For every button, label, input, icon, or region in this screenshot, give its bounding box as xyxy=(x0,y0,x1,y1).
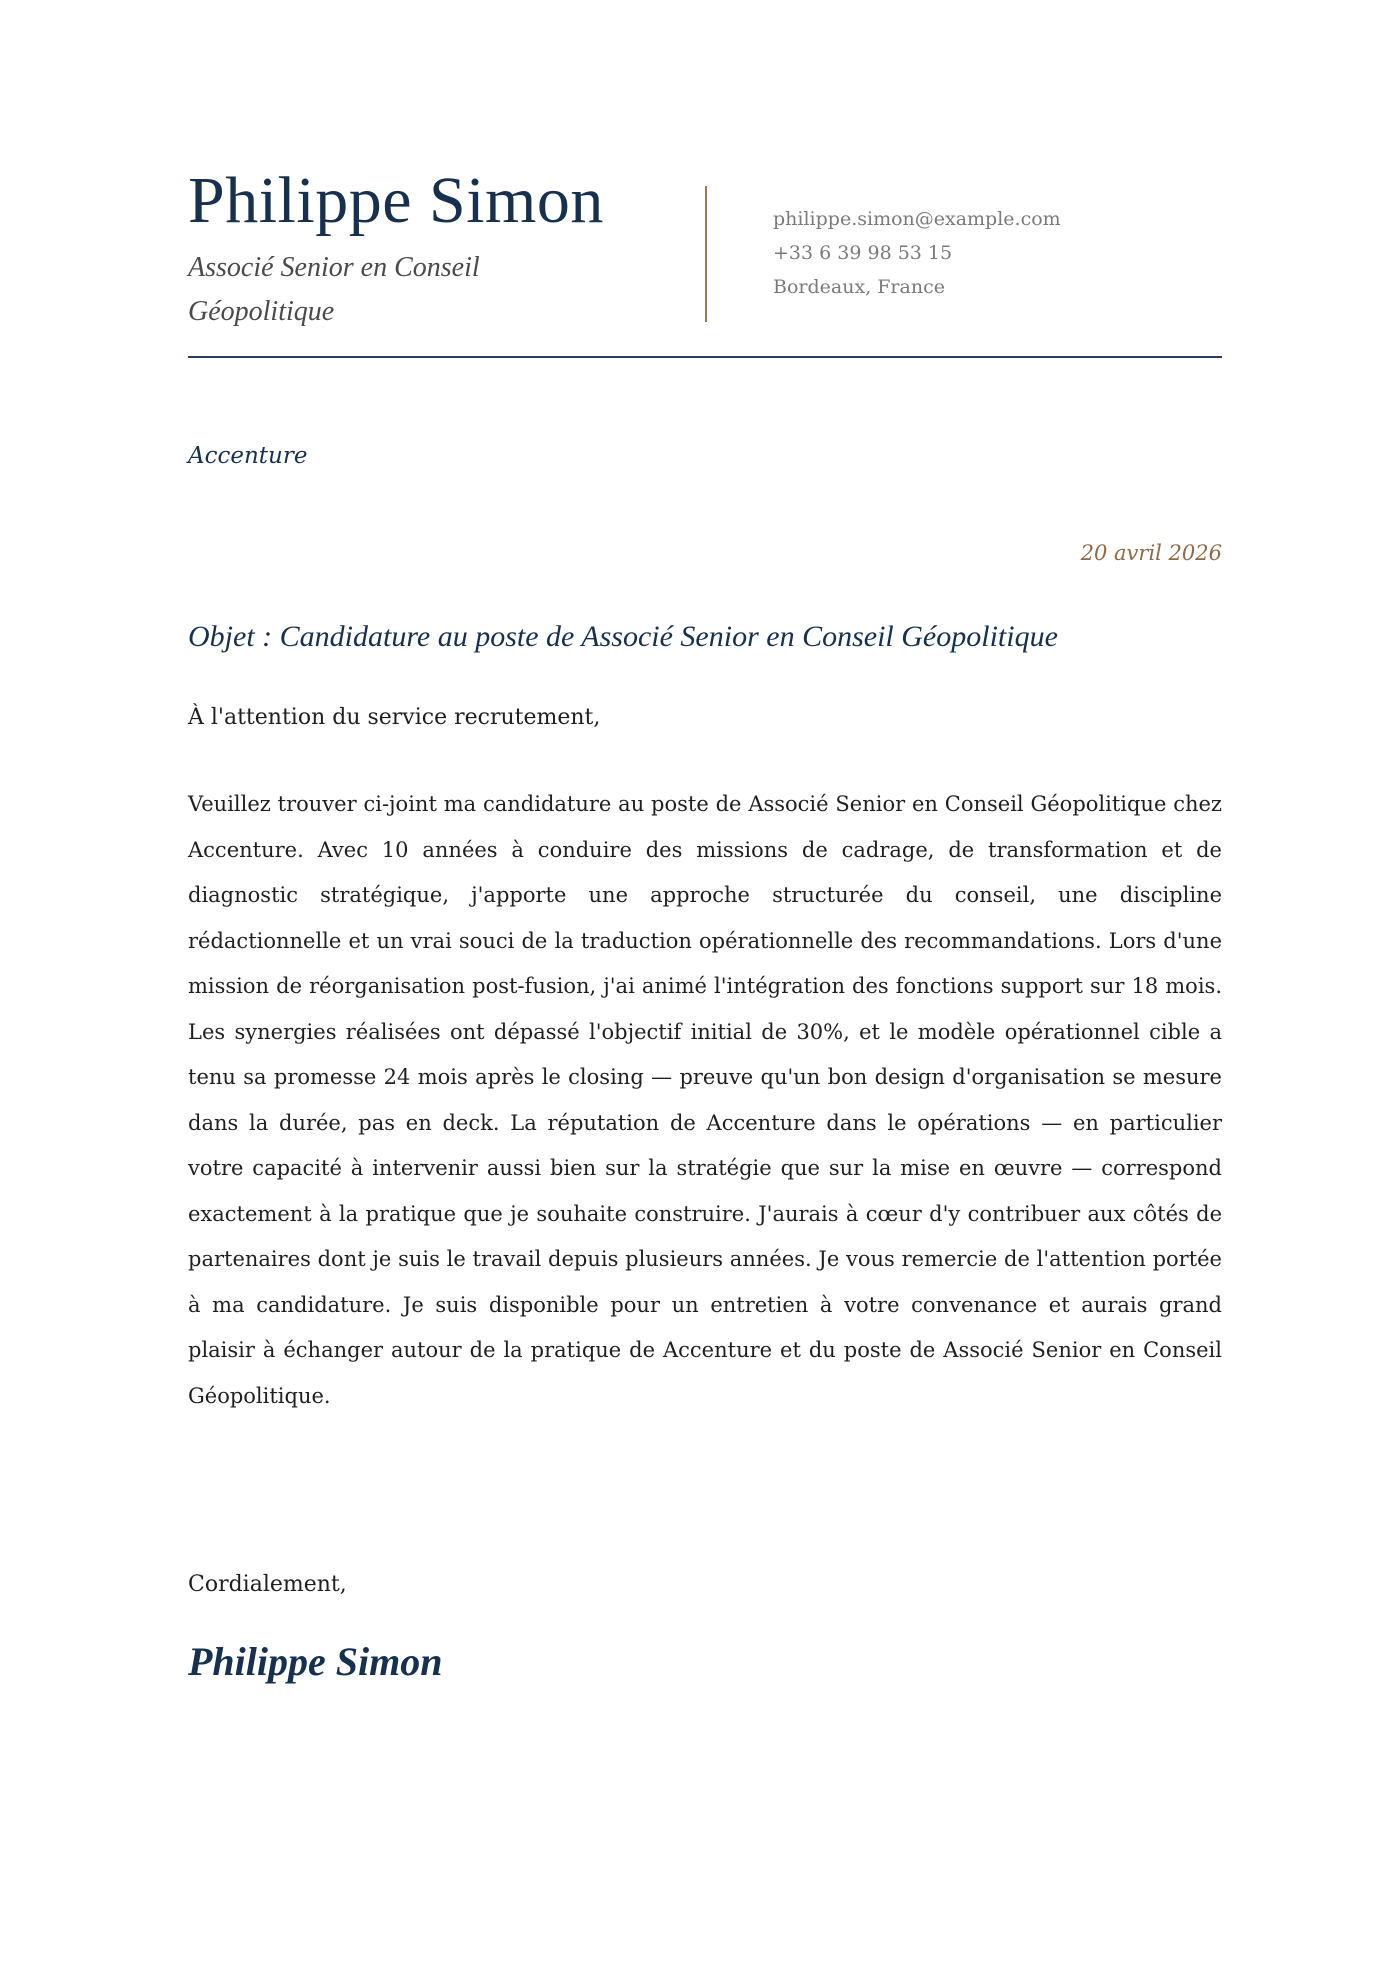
letter-subject: Objet : Candidature au poste de Associé Senior en Conseil Géopolitique xyxy=(188,620,1058,653)
letter-body: Veuillez trouver ci-joint ma candidature au poste de Associé Senior en Conseil Géopolitique chez Accenture. Avec 10 années à conduire des missions de cadrage, de transformation et de diagnostic stratégique, j'apporte une approche structurée du conseil, une discipline rédactionnelle et un vrai souci de la traduction opérationnelle des recommandations. Lors d'une mission de réorganisation post-fusion, j'ai animé l'intégration des fonctions support sur 18 mois. Les synergies réalisées ont dépassé l'objectif initial de 30%, et le modèle opérationnel cible a tenu sa promesse 24 mois après le closing — preuve qu'un bon design d'organisation se mesure dans la durée, pas en deck. La réputation de Accenture dans le opérations — en particulier votre capacité à intervenir aussi bien sur la stratégie que sur la mise en œuvre — correspond exactement à la pratique que je souhaite construire. J'aurais à cœur d'y contribuer aux côtés de partenaires dont je suis le travail depuis plusieurs années. Je vous remercie de l'attention portée à ma candidature. Je suis disponible pour un entretien à votre convenance et aurais grand plaisir à échanger autour de la pratique de Accenture et du poste de Associé Senior en Conseil Géopolitique. xyxy=(188,792,1222,1408)
letter-salutation: À l'attention du service recrutement, xyxy=(188,705,601,730)
contact-location: Bordeaux, France xyxy=(773,276,945,298)
letter-date: 20 avril 2026 xyxy=(1080,541,1222,565)
header-divider xyxy=(705,186,707,322)
header-rule xyxy=(188,356,1222,358)
letter-signature: Philippe Simon xyxy=(188,1639,443,1684)
sender-name: Philippe Simon xyxy=(188,164,604,237)
contact-phone[interactable]: +33 6 39 98 53 15 xyxy=(773,242,953,264)
letter-header xyxy=(188,160,1222,358)
contact-block xyxy=(773,202,1061,304)
sender-role: Associé Senior en Conseil Géopolitique xyxy=(188,252,480,327)
recipient-company: Accenture xyxy=(188,443,308,469)
contact-email[interactable]: philippe.simon@example.com xyxy=(773,208,1061,230)
cover-letter-page xyxy=(188,160,1222,1684)
letter-closing: Cordialement, xyxy=(188,1572,347,1597)
